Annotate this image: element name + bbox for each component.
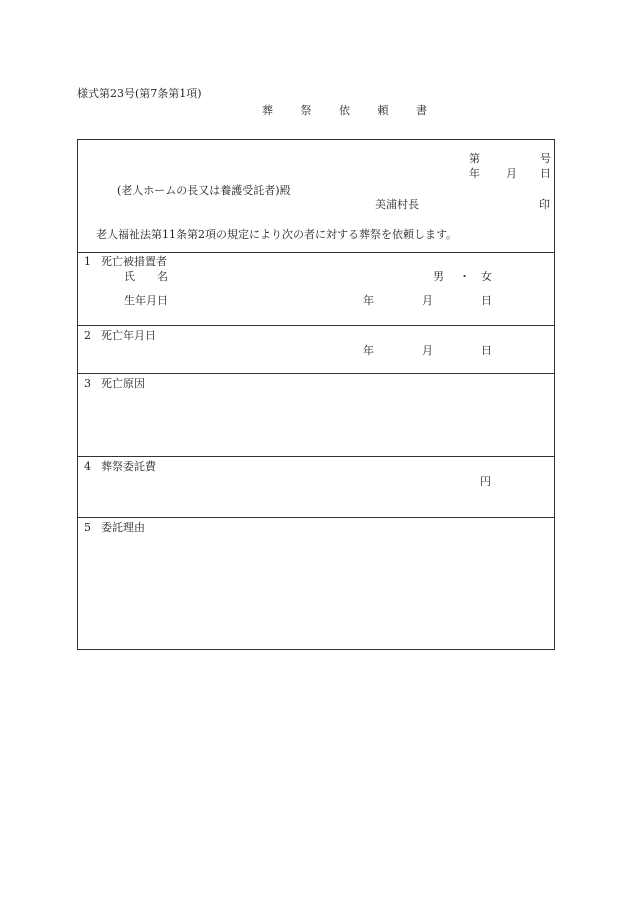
birth-month-label: 月: [422, 294, 433, 307]
form-number: 様式第23号(第7条第1項): [77, 87, 202, 100]
date-year-label: 年: [469, 167, 480, 180]
section-5-number: 5: [84, 521, 91, 534]
date-day-label: 日: [540, 167, 551, 180]
section-4-number: 4: [84, 460, 91, 473]
addressee: (老人ホームの長又は養護受託者)殿: [117, 184, 291, 197]
yen-unit: 円: [480, 475, 491, 488]
section-5-title: 委託理由: [101, 521, 145, 534]
divider-3: [78, 373, 554, 374]
section-1-title: 死亡被措置者: [101, 255, 167, 268]
section-3-number: 3: [84, 377, 91, 390]
number-prefix: 第: [469, 152, 480, 165]
section-2-title: 死亡年月日: [101, 329, 156, 342]
divider-1: [78, 252, 554, 253]
name-label: 氏 名: [124, 270, 168, 283]
request-statement: 老人福祉法第11条第2項の規定により次の者に対する葬祭を依頼します。: [96, 228, 458, 241]
birth-day-label: 日: [481, 294, 492, 307]
divider-5: [78, 517, 554, 518]
seal-mark: 印: [539, 198, 550, 211]
divider-2: [78, 325, 554, 326]
section-1-number: 1: [84, 255, 91, 268]
form-table: [77, 139, 555, 650]
gender-separator: ・: [459, 270, 470, 283]
section-2-number: 2: [84, 329, 91, 342]
sender: 美浦村長: [375, 198, 419, 211]
death-day-label: 日: [481, 344, 492, 357]
gender-female: 女: [481, 270, 492, 283]
section-4-title: 葬祭委託費: [101, 460, 156, 473]
death-month-label: 月: [422, 344, 433, 357]
gender-male: 男: [433, 270, 444, 283]
birth-date-label: 生年月日: [124, 294, 168, 307]
death-year-label: 年: [363, 344, 374, 357]
section-3-title: 死亡原因: [101, 377, 145, 390]
date-month-label: 月: [506, 167, 517, 180]
divider-4: [78, 456, 554, 457]
document-title: 葬 祭 依 頼 書: [262, 104, 439, 117]
birth-year-label: 年: [363, 294, 374, 307]
number-suffix: 号: [540, 152, 551, 165]
